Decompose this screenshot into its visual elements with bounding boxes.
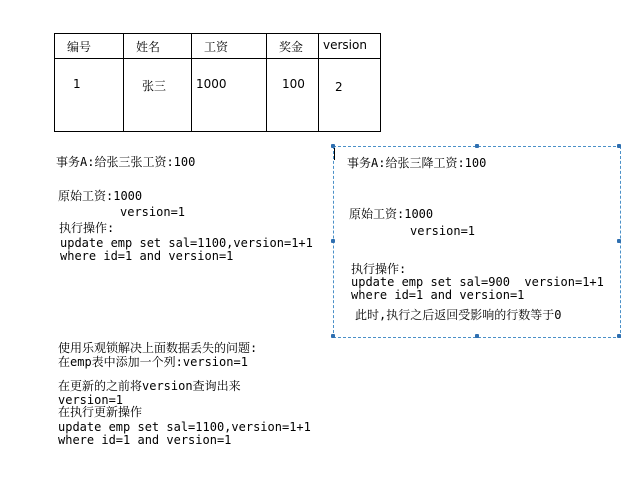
right-version: version=1 [410, 224, 476, 238]
resize-handle-bottom-right[interactable] [617, 334, 621, 338]
table-row [55, 59, 381, 132]
left-original-salary: 原始工资:1000 [58, 189, 143, 203]
cell-id: 1 [55, 59, 124, 132]
left-title: 事务A:给张三张工资:100 [56, 155, 196, 169]
resize-handle-bottom-left[interactable] [331, 334, 335, 338]
resize-handle-bottom-middle[interactable] [475, 334, 479, 338]
resize-handle-middle-right[interactable] [617, 239, 621, 243]
right-title: 事务A:给张三降工资:100 [347, 156, 487, 170]
table-header-row [55, 34, 381, 59]
right-op-label: 执行操作: [351, 262, 407, 276]
right-original-salary: 原始工资:1000 [349, 207, 434, 221]
cell-salary: 1000 [192, 59, 267, 132]
bottom-line-1: 使用乐观锁解决上面数据丢失的问题: [58, 341, 258, 355]
emp-table [54, 33, 381, 132]
text-cursor [334, 148, 335, 160]
bottom-line-5: 在执行更新操作 [58, 405, 143, 419]
cell-name: 张三 [124, 59, 192, 132]
cell-version: 2 [319, 59, 381, 132]
left-op-label: 执行操作: [59, 221, 115, 235]
bottom-line-6: update emp set sal=1100,version=1+1 [58, 420, 311, 434]
resize-handle-middle-left[interactable] [331, 239, 335, 243]
header-cell-bonus: 奖金 [267, 34, 319, 59]
header-cell-id: 编号 [55, 34, 124, 59]
right-sql-line-2: where id=1 and version=1 [351, 288, 525, 302]
bottom-line-4: version=1 [58, 393, 124, 407]
resize-handle-top-right[interactable] [617, 144, 621, 148]
right-sql-line-1: update emp set sal=900 version=1+1 [351, 275, 604, 289]
header-cell-version: version [319, 34, 381, 59]
header-cell-name: 姓名 [124, 34, 192, 59]
bottom-line-7: where id=1 and version=1 [58, 433, 232, 447]
right-note: 此时,执行之后返回受影响的行数等于0 [355, 308, 562, 322]
bottom-line-3: 在更新的之前将version查询出来 [58, 379, 241, 393]
cell-bonus: 100 [267, 59, 319, 132]
header-cell-salary: 工资 [192, 34, 267, 59]
left-sql-line-2: where id=1 and version=1 [60, 249, 234, 263]
bottom-line-2: 在emp表中添加一个列:version=1 [58, 355, 248, 369]
left-version: version=1 [120, 205, 186, 219]
resize-handle-top-middle[interactable] [475, 144, 479, 148]
left-sql-line-1: update emp set sal=1100,version=1+1 [60, 236, 313, 250]
